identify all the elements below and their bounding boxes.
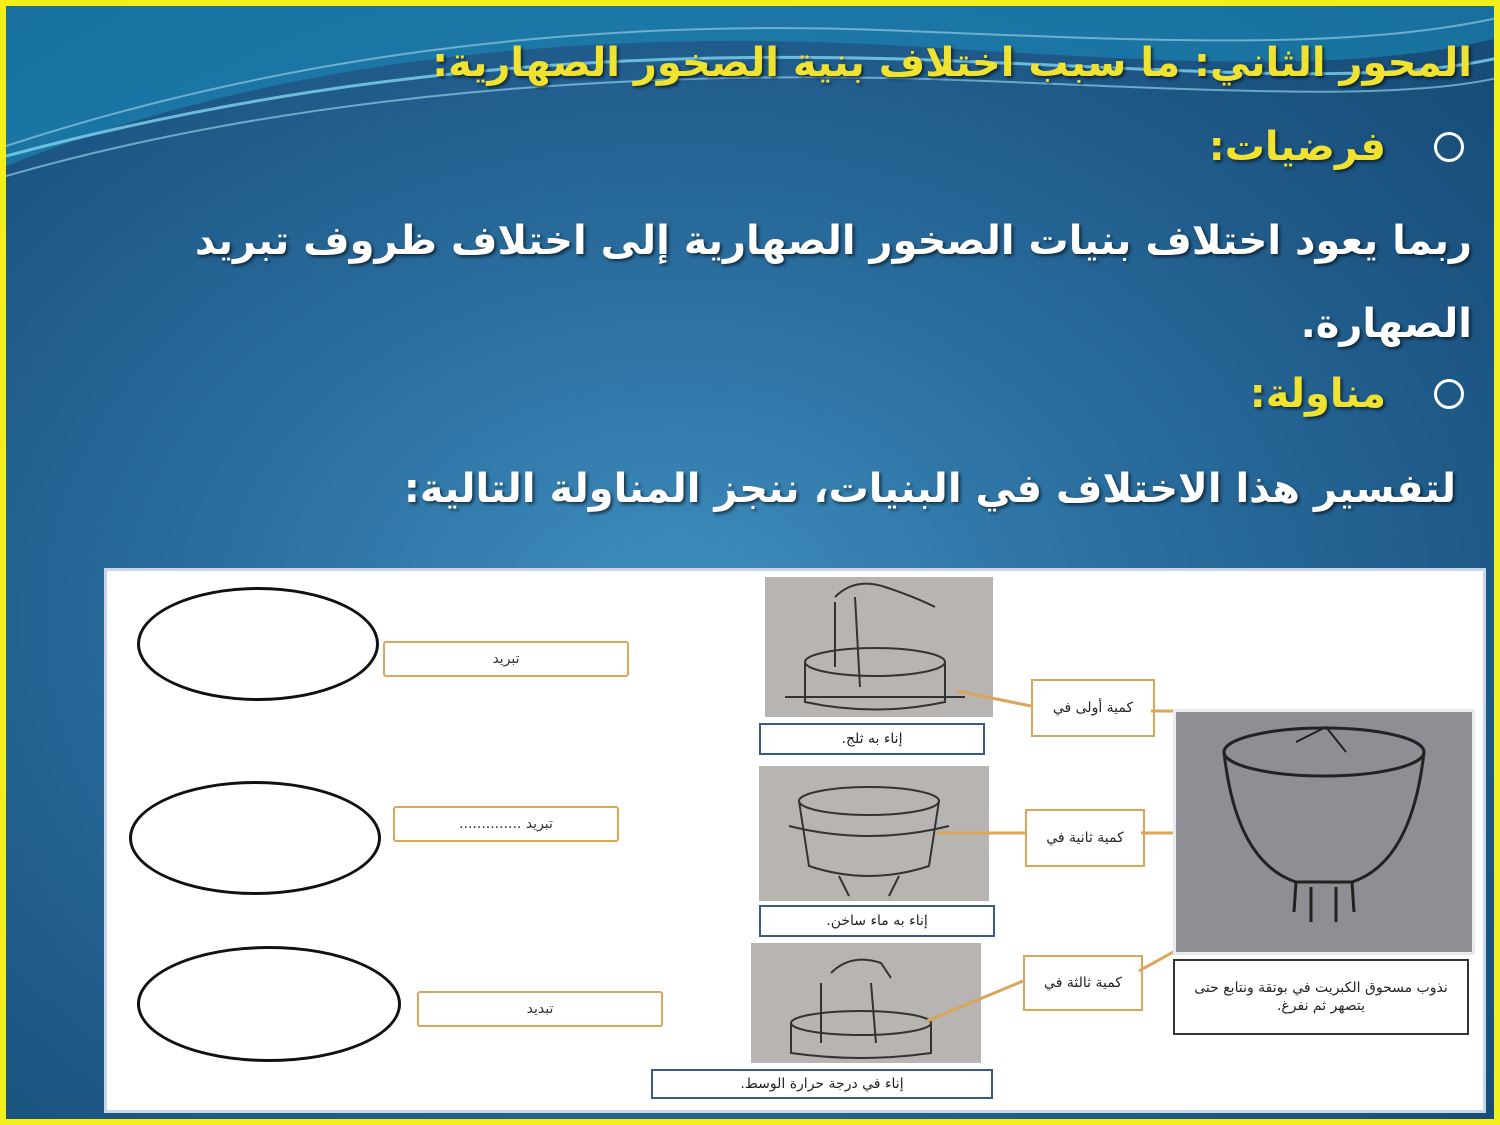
result-label: تبريد	[383, 641, 629, 677]
crucible-photo	[1173, 709, 1475, 955]
experiment-figure	[104, 568, 1486, 1113]
experiment-intro-text: لتفسير هذا الاختلاف في البنيات، ننجز المناولة التالية:	[403, 466, 1456, 512]
procedure-description: نذوب مسحوق الكبريت في بوتقة ونتابع حتى يتصهر ثم نفرغ.	[1173, 959, 1469, 1035]
section-heading-label: فرضيات:	[1208, 124, 1386, 170]
container-caption: إناء به ماء ساخن.	[759, 905, 995, 937]
section-heading-label: مناولة:	[1249, 371, 1386, 417]
section-heading-experiment	[1250, 371, 1464, 417]
header-wave-decoration	[6, 6, 1500, 206]
result-label: تبريد ..............	[393, 806, 619, 842]
slide-title: المحور الثاني: ما سبب اختلاف بنية الصخور الصهارية:	[432, 40, 1472, 86]
portion-label: كمية ثالثة في	[1023, 955, 1143, 1011]
hypothesis-text-line1: ربما يعود اختلاف بنيات الصخور الصهارية إلى اختلاف ظروف تبريد	[194, 218, 1472, 264]
container-caption: إناء في درجة حرارة الوسط.	[651, 1069, 993, 1099]
portion-label: كمية أولى في	[1031, 679, 1155, 737]
hypothesis-text-line2: الصهارة.	[1300, 301, 1472, 347]
container-caption: إناء به ثلج.	[759, 723, 985, 755]
portion-label: كمية ثانية في	[1025, 809, 1145, 867]
bullet-circle-icon	[1434, 132, 1464, 162]
bullet-circle-icon	[1434, 379, 1464, 409]
result-label: تبديد	[417, 991, 663, 1027]
section-heading-hypotheses	[1209, 124, 1464, 170]
